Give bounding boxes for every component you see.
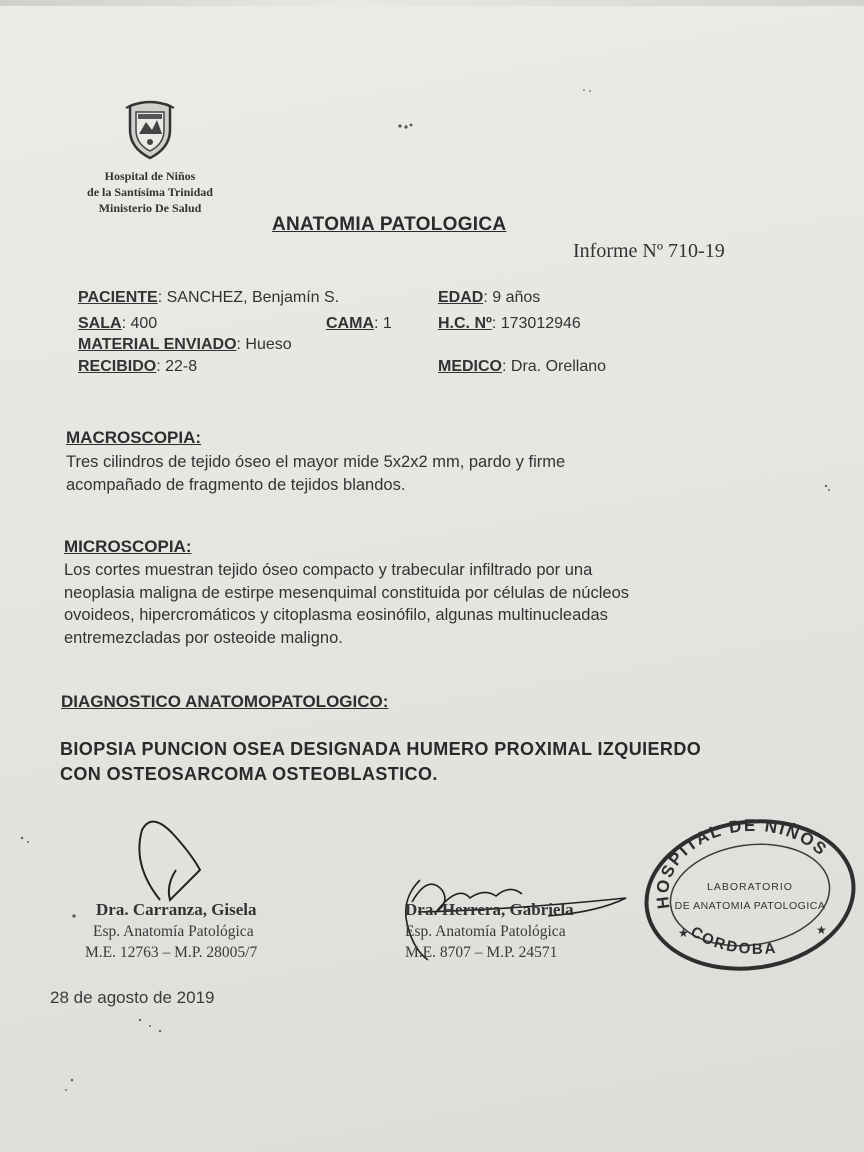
field-value: : Hueso	[236, 336, 292, 353]
text-line: Tres cilindros de tejido óseo el mayor mide 5x2x2 mm, pardo y firme	[66, 453, 566, 471]
diagnosis-title: DIAGNOSTICO ANATOMOPATOLOGICO:	[61, 692, 389, 711]
hospital-line: de la Santísima Trinidad	[87, 185, 213, 199]
microscopy-title: MICROSCOPIA:	[64, 537, 192, 556]
field-label: H.C. Nº	[438, 315, 492, 332]
hospital-line: Ministerio De Salud	[98, 201, 202, 215]
star-icon: ★	[678, 926, 689, 940]
signatory-name: Dra. Carranza, Gisela	[96, 900, 257, 919]
field-value: : Dra. Orellano	[502, 358, 607, 375]
field-label: RECIBIDO	[78, 358, 157, 375]
signatory-name: Dra. Herrera, Gabriela	[405, 900, 574, 919]
signatory-registration: M.E. 12763 – M.P. 28005/7	[85, 944, 258, 961]
field-label: MATERIAL ENVIADO	[78, 336, 237, 353]
report-number: Informe Nº 710-19	[573, 240, 725, 262]
report-title: ANATOMIA PATOLOGICA	[272, 214, 507, 235]
stamp-bottom-text: CORDOBA	[687, 923, 779, 958]
hospital-line: Hospital de Niños	[104, 169, 196, 183]
field-label: PACIENTE	[78, 289, 158, 306]
field-value: : 173012946	[491, 315, 581, 332]
stamp-center-line: LABORATORIO	[707, 881, 793, 893]
text-line: BIOPSIA PUNCION OSEA DESIGNADA HUMERO PROXIMAL IZQUIERDO	[60, 739, 702, 759]
report-date: 28 de agosto de 2019	[50, 988, 215, 1007]
signatory-role: Esp. Anatomía Patológica	[93, 923, 254, 940]
text-line: entremezcladas por osteoide maligno.	[64, 628, 343, 647]
field-value: : SANCHEZ, Benjamín S.	[157, 289, 340, 306]
stamp-top-text: HOSPITAL DE NIÑOS	[652, 815, 832, 911]
text-line: neoplasia maligna de estirpe mesenquimal constituida por células de núcleos	[64, 583, 630, 602]
field-label: MEDICO	[438, 358, 502, 375]
field-label: CAMA	[326, 315, 374, 332]
stamp-center-line: DE ANATOMIA PATOLOGICA	[674, 900, 826, 912]
field-label: SALA	[78, 315, 122, 332]
text-line: CON OSTEOSARCOMA OSTEOBLASTICO.	[60, 764, 438, 784]
field-value: : 400	[121, 315, 158, 332]
field-value: : 9 años	[483, 289, 541, 306]
field-value: : 22-8	[156, 358, 198, 375]
text-line: Los cortes muestran tejido óseo compacto y trabecular infiltrado por una	[64, 561, 593, 579]
field-label: EDAD	[438, 289, 484, 306]
field-value: : 1	[374, 315, 392, 332]
signatory-registration: M.E. 8707 – M.P. 24571	[405, 944, 558, 961]
text-line: acompañado de fragmento de tejidos blandos.	[66, 475, 406, 494]
star-icon: ★	[816, 923, 827, 937]
text-line: ovoideos, hipercromáticos y citoplasma eosinófilo, algunas multinucleadas	[64, 606, 608, 624]
signatory-role: Esp. Anatomía Patológica	[405, 923, 566, 940]
macroscopy-title: MACROSCOPIA:	[66, 428, 202, 447]
